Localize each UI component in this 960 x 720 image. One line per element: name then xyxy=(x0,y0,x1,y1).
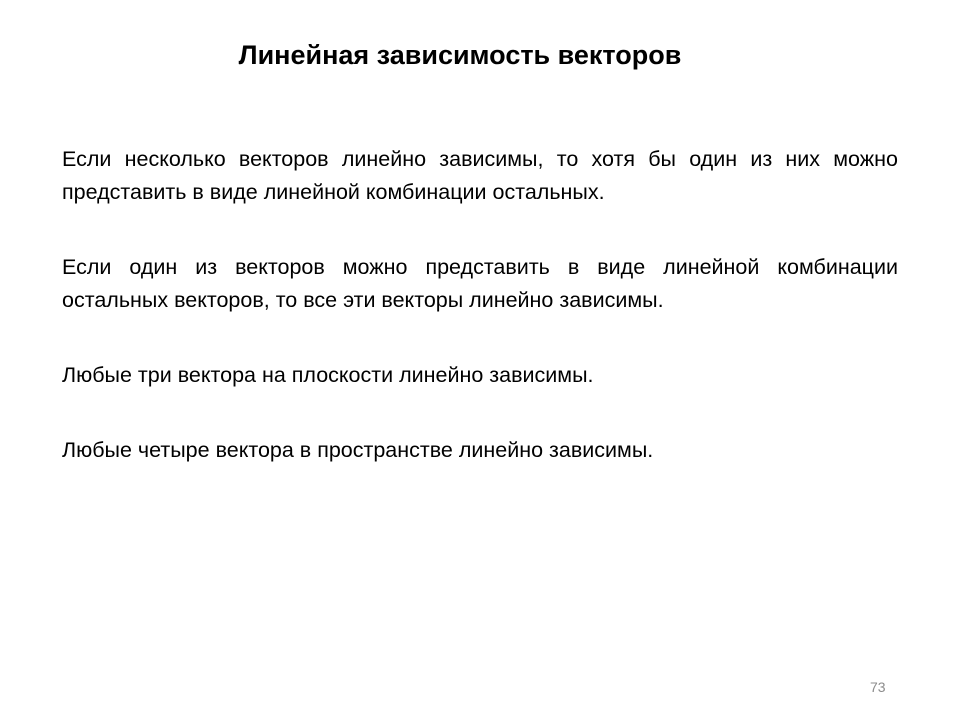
page-number: 73 xyxy=(870,679,886,695)
paragraph-three-vectors-plane: Любые три вектора на плоскости линейно зависимы. xyxy=(62,363,594,387)
paragraph-four-vectors-space: Любые четыре вектора в пространстве линейно зависимы. xyxy=(62,438,654,462)
paragraph-dependent-implies-combination: Если несколько векторов линейно зависимы, то хотя бы один из них можно представить в виде линейной комбинации остальных. xyxy=(62,147,898,204)
slide-title: Линейная зависимость векторов xyxy=(238,40,682,70)
paragraph-combination-implies-dependent: Если один из векторов можно представить в виде линейной комбинации остальных векторов, то все эти векторы линейно зависимы. xyxy=(62,255,898,312)
slide-body xyxy=(62,143,898,467)
